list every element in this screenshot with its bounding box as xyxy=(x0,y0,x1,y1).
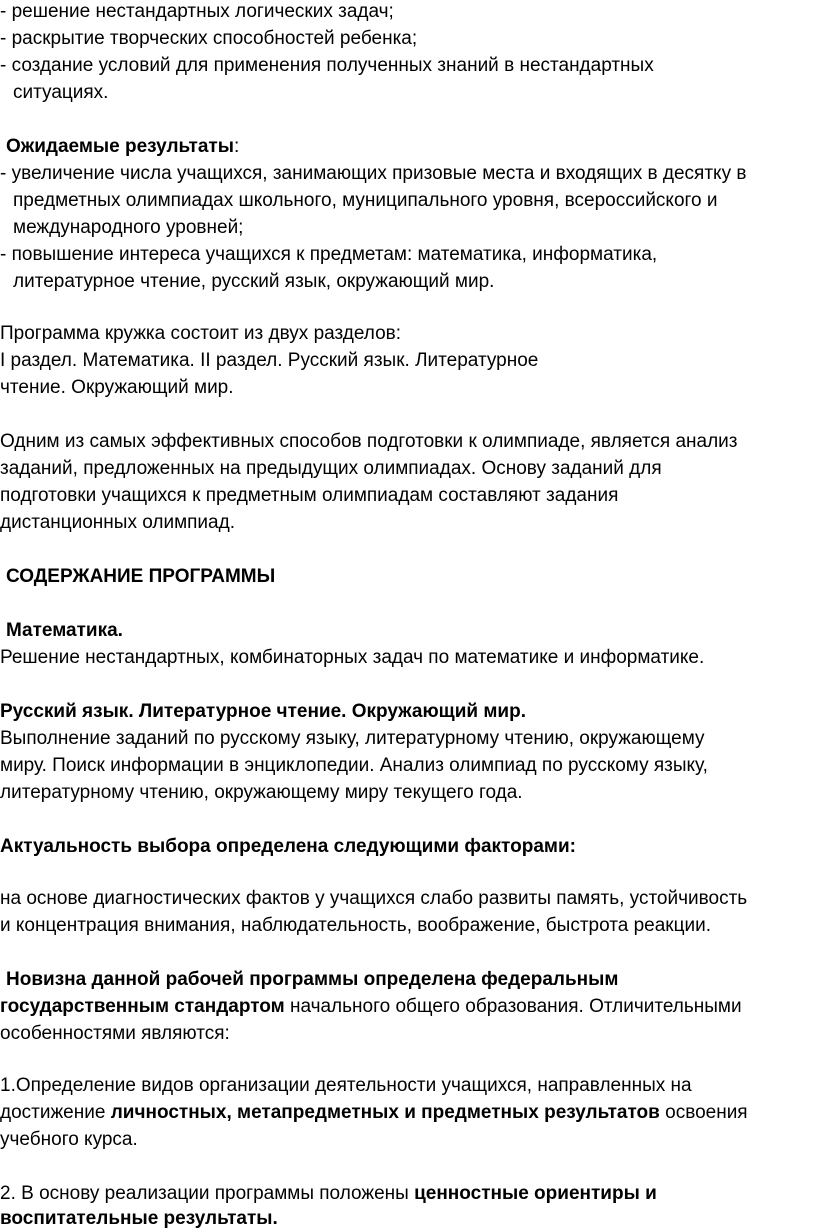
math-text: Решение нестандартных, комбинаторных задач по математике и информатике. xyxy=(0,647,705,668)
feature-2-line-1 xyxy=(0,1180,657,1207)
goal-item-3-line-2: ситуациях. xyxy=(13,82,109,103)
relevance-line-1: на основе диагностических фактов у учащихся слабо развиты память, устойчивость xyxy=(0,888,748,909)
feature-2-pre: 2. В основу реализации программы положены xyxy=(0,1183,415,1204)
math-heading: Математика. xyxy=(6,620,123,641)
feature-1-line-2 xyxy=(0,1099,748,1126)
novelty-line-3: особенностями являются: xyxy=(0,1023,230,1044)
feature-1-bold: личностных, метапредметных и предметных результатов xyxy=(110,1102,660,1123)
results-heading: Ожидаемые результаты xyxy=(6,136,234,157)
results-heading-line xyxy=(6,133,239,160)
feature-1-pre: достижение xyxy=(0,1102,111,1123)
results-item-2-line-1: - повышение интереса учащихся к предметам: математика, информатика, xyxy=(0,244,658,265)
program-line-3: чтение. Окружающий мир. xyxy=(0,377,234,398)
program-line-2: I раздел. Математика. II раздел. Русский язык. Литературное xyxy=(0,350,539,371)
content-heading: СОДЕРЖАНИЕ ПРОГРАММЫ xyxy=(6,566,276,587)
feature-1-post: освоения xyxy=(659,1102,748,1123)
novelty-line-1: Новизна данной рабочей программы определена федеральным xyxy=(6,969,619,990)
feature-1-line-3: учебного курса. xyxy=(0,1129,138,1150)
feature-2-bold-1: ценностные ориентиры и xyxy=(414,1183,657,1204)
goal-item-3-line-1: - создание условий для применения полученных знаний в нестандартных xyxy=(0,55,654,76)
results-heading-colon: : xyxy=(233,136,240,157)
russian-heading: Русский язык. Литературное чтение. Окружающий мир. xyxy=(0,701,526,722)
goal-item-1: - решение нестандартных логических задач; xyxy=(0,1,394,22)
results-item-1-line-3: международного уровней; xyxy=(13,217,244,238)
russian-line-1: Выполнение заданий по русскому языку, литературному чтению, окружающему xyxy=(0,728,705,749)
results-item-1-line-1: - увеличение числа учащихся, занимающих призовые места и входящих в десятку в xyxy=(0,163,747,184)
relevance-line-2: и концентрация внимания, наблюдательность, воображение, быстрота реакции. xyxy=(0,915,711,936)
russian-line-2: миру. Поиск информации в энциклопедии. Анализ олимпиад по русскому языку, xyxy=(0,755,708,776)
olympiad-line-4: дистанционных олимпиад. xyxy=(0,512,235,533)
feature-2-line-2: воспитательные результаты. xyxy=(0,1208,278,1229)
results-item-1-line-2: предметных олимпиадах школьного, муниципального уровня, всероссийского и xyxy=(13,190,718,211)
olympiad-line-2: заданий, предложенных на предыдущих олимпиадах. Основу заданий для xyxy=(0,458,662,479)
feature-1-line-1: 1.Определение видов организации деятельности учащихся, направленных на xyxy=(0,1075,692,1096)
results-item-2-line-2: литературное чтение, русский язык, окружающий мир. xyxy=(13,271,495,292)
olympiad-line-1: Одним из самых эффективных способов подготовки к олимпиаде, является анализ xyxy=(0,431,738,452)
program-line-1: Программа кружка состоит из двух разделов: xyxy=(0,323,402,344)
goal-item-2: - раскрытие творческих способностей ребенка; xyxy=(0,28,418,49)
olympiad-line-3: подготовки учащихся к предметным олимпиадам составляют задания xyxy=(0,485,619,506)
novelty-standard-bold: государственным стандартом xyxy=(0,996,285,1017)
relevance-heading: Актуальность выбора определена следующими факторами: xyxy=(0,836,576,857)
novelty-line-2 xyxy=(0,993,742,1020)
novelty-line-2-rest: начального общего образования. Отличительными xyxy=(284,996,742,1017)
russian-line-3: литературному чтению, окружающему миру текущего года. xyxy=(0,782,523,803)
